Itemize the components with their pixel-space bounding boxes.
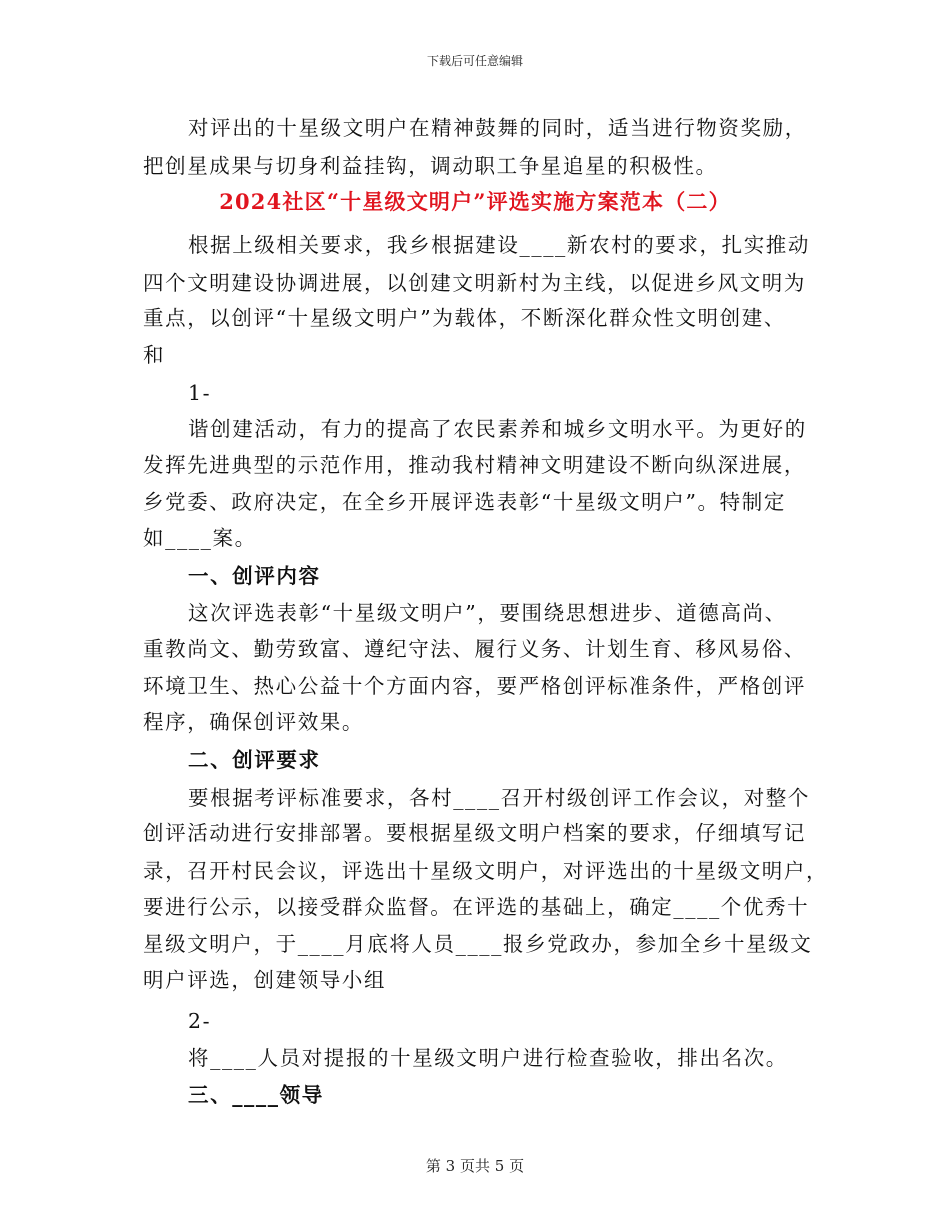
paragraph-line: 如____案。	[143, 526, 257, 550]
page-footer: 第 3 页共 5 页	[425, 1157, 525, 1175]
paragraph-line: 重教尚文、勤劳致富、遵纪守法、履行义务、计划生育、移风易俗、	[143, 637, 806, 661]
paragraph-line: 要进行公示，以接受群众监督。在评选的基础上，确定____个优秀十	[143, 895, 810, 919]
document-title: 2024社区“十星级文明户”评选实施方案范本（二）	[219, 189, 731, 214]
paragraph-line: 发挥先进典型的示范作用，推动我村精神文明建设不断向纵深进展，	[143, 453, 806, 477]
paragraph-line: 对评出的十星级文明户在精神鼓舞的同时，适当进行物资奖励，	[188, 116, 807, 140]
paragraph-line: 把创星成果与切身利益挂钩，调动职工争星追星的积极性。	[143, 154, 718, 178]
paragraph-line: 星级文明户，于____月底将人员____报乡党政办，参加全乡十星级文	[143, 932, 813, 956]
paragraph-line: 将____人员对提报的十星级文明户进行检查验收，排出名次。	[188, 1046, 788, 1070]
paragraph-line: 程序，确保创评效果。	[143, 710, 364, 734]
paragraph-line: 和	[143, 343, 166, 367]
section-heading: 二、创评要求	[188, 748, 321, 772]
paragraph-line: 四个文明建设协调进展，以创建文明新村为主线，以促进乡风文明为	[143, 271, 806, 295]
paragraph-line: 谐创建活动，有力的提高了农民素养和城乡文明水平。为更好的	[188, 417, 807, 441]
page-marker: 2-	[188, 1009, 212, 1033]
section-heading: 一、创评内容	[188, 564, 321, 588]
paragraph-line: 乡党委、政府决定，在全乡开展评选表彰“十星级文明户”。特制定	[143, 490, 786, 514]
paragraph-line: 环境卫生、热心公益十个方面内容，要严格创评标准条件，严格创评	[143, 674, 806, 698]
page-marker: 1-	[188, 381, 212, 405]
paragraph-line: 这次评选表彰“十星级文明户”，要围绕思想进步、道德高尚、	[188, 601, 787, 625]
paragraph-line: 根据上级相关要求，我乡根据建设____新农村的要求，扎实推动	[188, 233, 810, 257]
paragraph-line: 录，召开村民会议，评选出十星级文明户，对评选出的十星级文明户，	[143, 859, 829, 883]
section-heading: 三、____领导	[188, 1083, 324, 1107]
paragraph-line: 创评活动进行安排部署。要根据星级文明户档案的要求，仔细填写记	[143, 821, 806, 845]
paragraph-line: 明户评选，创建领导小组	[143, 968, 387, 992]
page-header: 下载后可任意编辑	[426, 54, 523, 68]
paragraph-line: 要根据考评标准要求，各村____召开村级创评工作会议，对整个	[188, 786, 810, 810]
paragraph-line: 重点，以创评“十星级文明户”为载体，不断深化群众性文明创建、	[143, 306, 786, 330]
